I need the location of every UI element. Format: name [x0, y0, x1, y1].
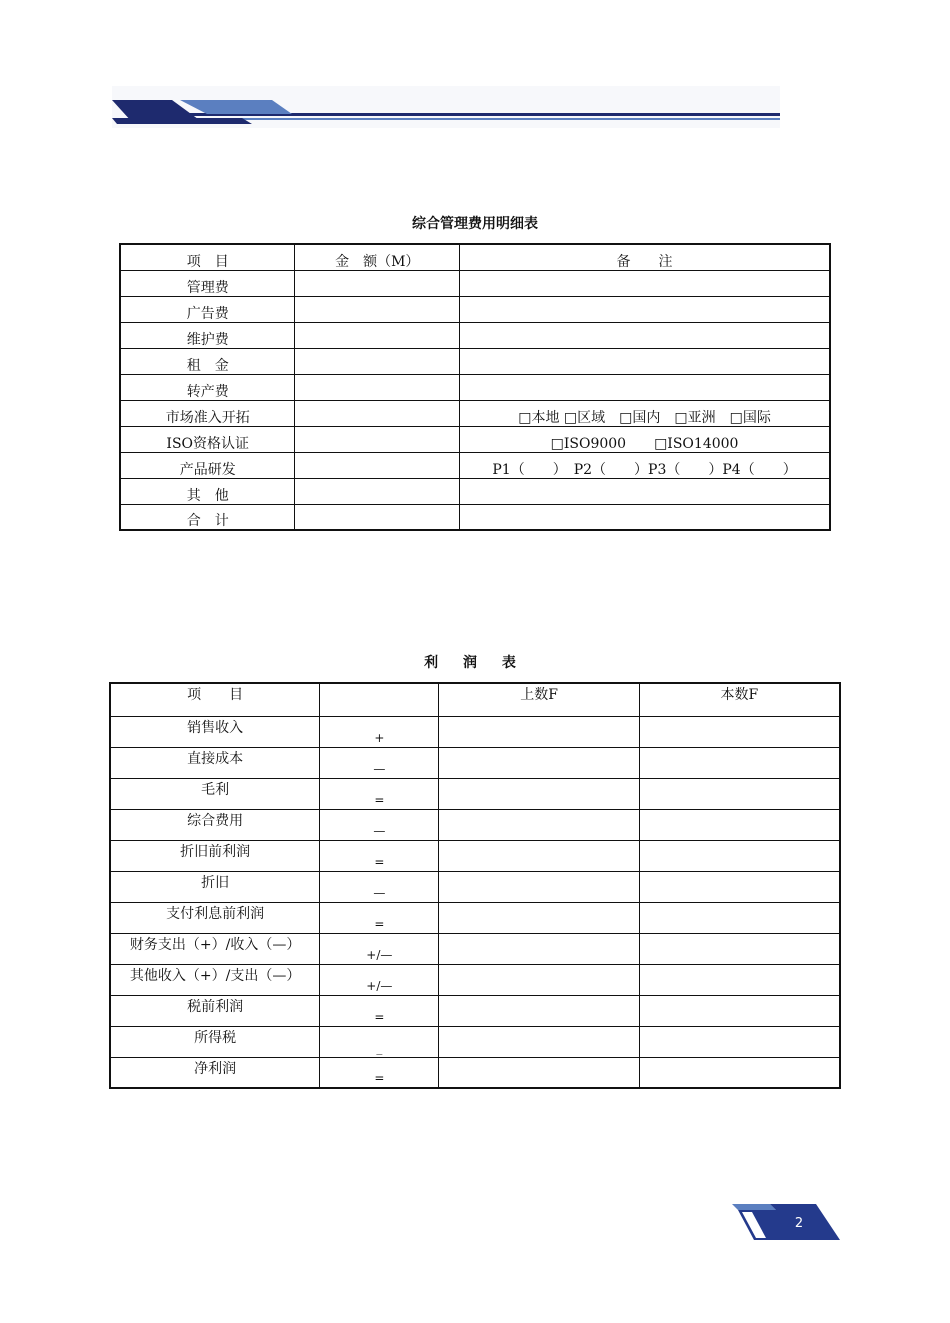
row-item: 市场准入开拓 [120, 400, 295, 426]
row-item: 净利润 [110, 1057, 320, 1088]
row-item: 财务支出（+）/收入（—） [110, 933, 320, 964]
row-item: 广告费 [120, 296, 295, 322]
row-amount [295, 322, 460, 348]
row-item: 折旧 [110, 871, 320, 902]
row-item: 毛利 [110, 778, 320, 809]
table-row [120, 478, 830, 504]
row-current-value [639, 716, 840, 747]
row-item: 直接成本 [110, 747, 320, 778]
row-amount [295, 296, 460, 322]
table-row [110, 1057, 840, 1088]
row-current-value [639, 1026, 840, 1057]
row-amount [295, 452, 460, 478]
row-item: 转产费 [120, 374, 295, 400]
row-operator: — [320, 747, 439, 778]
table-row [110, 716, 840, 747]
row-note [460, 270, 830, 296]
row-previous-value [439, 871, 639, 902]
row-item: 产品研发 [120, 452, 295, 478]
table-header-row [120, 244, 830, 270]
row-note [460, 478, 830, 504]
row-current-value [639, 933, 840, 964]
row-current-value [639, 1057, 840, 1088]
header-amount: 金 额（M） [295, 244, 460, 270]
table-row [110, 995, 840, 1026]
row-item: 其他收入（+）/支出（—） [110, 964, 320, 995]
row-current-value [639, 995, 840, 1026]
row-previous-value [439, 1026, 639, 1057]
row-current-value [639, 840, 840, 871]
row-item: 所得税 [110, 1026, 320, 1057]
row-previous-value [439, 933, 639, 964]
row-note [460, 296, 830, 322]
table-row [110, 902, 840, 933]
row-previous-value [439, 840, 639, 871]
row-item: 合 计 [120, 504, 295, 530]
table-row [110, 964, 840, 995]
row-note [460, 504, 830, 530]
row-note: □ISO9000 □ISO14000 [460, 426, 830, 452]
row-current-value [639, 964, 840, 995]
table-row [110, 1026, 840, 1057]
table-header-row [110, 683, 840, 716]
table-row [120, 348, 830, 374]
table-row [120, 322, 830, 348]
row-item: 其 他 [120, 478, 295, 504]
row-item: 支付利息前利润 [110, 902, 320, 933]
header-item: 项 目 [110, 683, 320, 716]
table-row [120, 270, 830, 296]
row-current-value [639, 902, 840, 933]
row-note [460, 322, 830, 348]
row-operator: = [320, 1057, 439, 1088]
table-row [110, 778, 840, 809]
row-amount [295, 478, 460, 504]
table-row [110, 871, 840, 902]
row-item: 综合费用 [110, 809, 320, 840]
row-previous-value [439, 716, 639, 747]
table-row [120, 452, 830, 478]
profit-statement-table [109, 682, 841, 1089]
row-previous-value [439, 809, 639, 840]
row-current-value [639, 747, 840, 778]
row-item: 租 金 [120, 348, 295, 374]
table-row [120, 374, 830, 400]
row-operator: = [320, 778, 439, 809]
row-note: P1（ ） P2（ ）P3（ ）P4（ ） [460, 452, 830, 478]
row-operator: = [320, 840, 439, 871]
row-amount [295, 400, 460, 426]
row-amount [295, 374, 460, 400]
table-row [110, 747, 840, 778]
row-item: 折旧前利润 [110, 840, 320, 871]
table-row [120, 504, 830, 530]
table-row [120, 426, 830, 452]
row-amount [295, 348, 460, 374]
row-note [460, 348, 830, 374]
expense-detail-table [119, 243, 831, 531]
row-current-value [639, 778, 840, 809]
row-amount [295, 504, 460, 530]
row-previous-value [439, 995, 639, 1026]
row-note: □本地 □区域 □国内 □亚洲 □国际 [460, 400, 830, 426]
row-operator: — [320, 871, 439, 902]
row-amount [295, 426, 460, 452]
row-item: 管理费 [120, 270, 295, 296]
table-row [110, 809, 840, 840]
header-current: 本数F [639, 683, 840, 716]
row-operator: +/— [320, 964, 439, 995]
table-row [120, 296, 830, 322]
row-operator: _ [320, 1026, 439, 1057]
row-item: 销售收入 [110, 716, 320, 747]
row-operator: = [320, 902, 439, 933]
row-previous-value [439, 964, 639, 995]
row-previous-value [439, 778, 639, 809]
row-amount [295, 270, 460, 296]
row-item: 维护费 [120, 322, 295, 348]
row-item: ISO资格认证 [120, 426, 295, 452]
header-banner [112, 86, 780, 128]
header-previous: 上数F [439, 683, 639, 716]
page-badge [730, 1200, 842, 1242]
row-operator: +/— [320, 933, 439, 964]
table-row [110, 840, 840, 871]
table-row [120, 400, 830, 426]
page-number: 2 [794, 1216, 804, 1231]
row-operator: + [320, 716, 439, 747]
header-note: 备 注 [460, 244, 830, 270]
row-current-value [639, 809, 840, 840]
row-previous-value [439, 1057, 639, 1088]
header-operator [320, 683, 439, 716]
profit-table-title: 利 润 表 [424, 655, 526, 671]
header-item: 项 目 [120, 244, 295, 270]
row-note [460, 374, 830, 400]
expense-table-title: 综合管理费用明细表 [412, 216, 538, 232]
row-previous-value [439, 747, 639, 778]
row-operator: = [320, 995, 439, 1026]
row-item: 税前利润 [110, 995, 320, 1026]
table-row [110, 933, 840, 964]
row-current-value [639, 871, 840, 902]
row-previous-value [439, 902, 639, 933]
row-operator: — [320, 809, 439, 840]
